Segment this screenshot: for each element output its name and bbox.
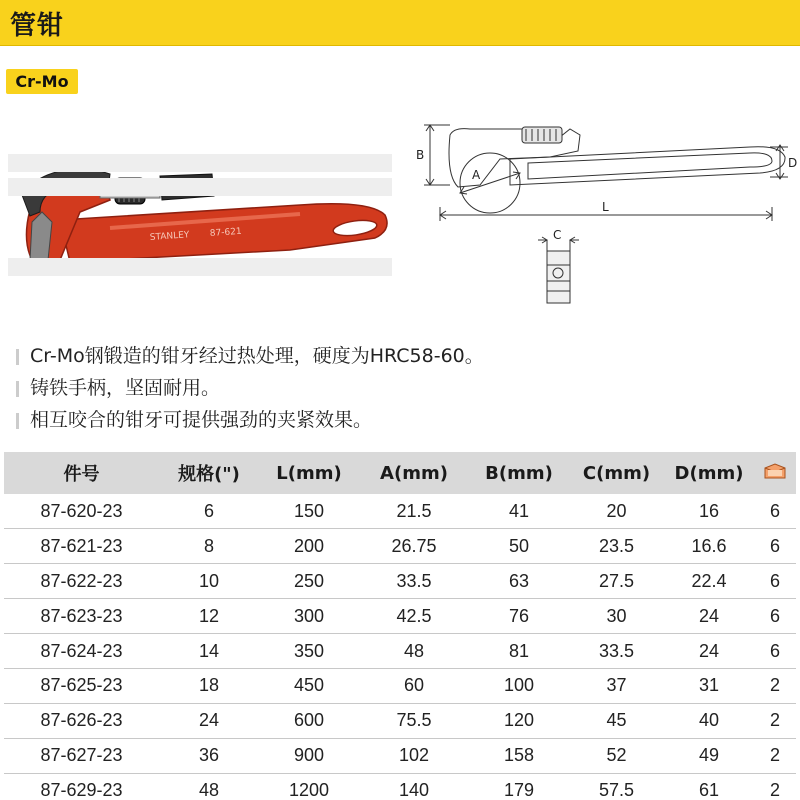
cell-d: 40 — [664, 703, 754, 738]
model-marking: 87-621 — [209, 226, 243, 239]
cell-c: 27.5 — [569, 564, 664, 599]
cell-l: 600 — [259, 703, 359, 738]
dimension-drawing — [410, 115, 800, 315]
photo-background-stripe — [8, 154, 392, 172]
table-row — [4, 668, 796, 703]
cell-c: 52 — [569, 738, 664, 773]
col-header-part-number: 件号 — [4, 452, 159, 494]
cell-size: 48 — [198, 780, 220, 800]
table-row — [4, 703, 796, 738]
cell-part-number: 87-621-23 — [4, 529, 159, 564]
cell-b: 179 — [503, 780, 535, 800]
cell-a: 42.5 — [359, 599, 469, 634]
cell-d: 16 — [664, 494, 754, 529]
cell-a: 75.5 — [359, 703, 469, 738]
cell-a: 140 — [398, 780, 430, 800]
table-row — [4, 599, 796, 634]
bullet-marker — [16, 381, 19, 397]
cell-package-qty: 6 — [754, 634, 796, 669]
feature-text: 相互咬合的钳牙可提供强劲的夹紧效果。 — [30, 409, 373, 431]
box-icon — [763, 462, 787, 485]
table-row — [4, 634, 796, 669]
cell-d: 16.6 — [664, 529, 754, 564]
cell-c: 23.5 — [569, 529, 664, 564]
cell-size: 18 — [159, 668, 259, 703]
feature-list — [16, 342, 796, 438]
col-header-a: A(mm) — [359, 452, 469, 494]
feature-text: Cr-Mo钢锻造的钳牙经过热处理，硬度为HRC58-60。 — [30, 345, 484, 367]
bullet-marker — [16, 349, 19, 365]
col-header-d: D(mm) — [664, 452, 754, 494]
feature-item — [16, 406, 796, 438]
cell-d: 24 — [664, 634, 754, 669]
cell-d: 22.4 — [664, 564, 754, 599]
dim-label-d: D — [788, 156, 798, 170]
cell-part-number: 87-626-23 — [4, 703, 159, 738]
cell-part-number: 87-625-23 — [4, 668, 159, 703]
product-photo — [0, 150, 400, 280]
cell-l: 250 — [259, 564, 359, 599]
cell-b: 76 — [469, 599, 569, 634]
dim-label-l: L — [602, 200, 609, 214]
brand-marking: STANLEY — [149, 230, 190, 243]
col-header-c: C(mm) — [569, 452, 664, 494]
cell-l: 300 — [259, 599, 359, 634]
table-row — [4, 738, 796, 773]
cell-part-number: 87-624-23 — [4, 634, 159, 669]
cell-b: 50 — [469, 529, 569, 564]
dim-label-b: B — [416, 148, 425, 162]
cell-b: 158 — [469, 738, 569, 773]
cell-b: 100 — [469, 668, 569, 703]
cell-package-qty: 6 — [754, 494, 796, 529]
cell-a: 21.5 — [359, 494, 469, 529]
cell-package-qty: 6 — [754, 599, 796, 634]
cell-size: 10 — [159, 564, 259, 599]
table-body — [4, 494, 796, 800]
cell-part-number: 87-622-23 — [4, 564, 159, 599]
table-row — [4, 773, 796, 800]
cell-b: 41 — [469, 494, 569, 529]
spec-table — [4, 452, 796, 800]
cell-c: 20 — [569, 494, 664, 529]
cell-package-qty: 2 — [754, 738, 796, 773]
col-header-package — [754, 452, 796, 494]
bullet-marker — [16, 413, 19, 429]
page-title: 管钳 — [10, 11, 65, 41]
cell-size: 14 — [159, 634, 259, 669]
photo-background-stripe — [8, 258, 392, 276]
dimension-diagram — [410, 115, 800, 315]
cell-l: 1200 — [288, 780, 330, 800]
col-header-b: B(mm) — [469, 452, 569, 494]
cell-l: 350 — [259, 634, 359, 669]
photo-background-stripe — [8, 178, 392, 196]
cell-l: 150 — [259, 494, 359, 529]
dim-label-c: C — [553, 228, 562, 242]
cell-l: 450 — [259, 668, 359, 703]
cell-c: 33.5 — [569, 634, 664, 669]
cell-size: 6 — [159, 494, 259, 529]
cell-part-number: 87-623-23 — [4, 599, 159, 634]
cell-package-qty: 6 — [754, 529, 796, 564]
cell-l: 900 — [259, 738, 359, 773]
cell-a: 60 — [359, 668, 469, 703]
table-row — [4, 529, 796, 564]
cell-c: 45 — [569, 703, 664, 738]
cell-package-qty: 2 — [754, 668, 796, 703]
col-header-l: L(mm) — [259, 452, 359, 494]
cell-a: 26.75 — [359, 529, 469, 564]
cell-d: 61 — [698, 780, 720, 800]
cell-b: 81 — [469, 634, 569, 669]
cell-c: 57.5 — [598, 780, 635, 800]
cell-size: 24 — [159, 703, 259, 738]
cell-b: 63 — [469, 564, 569, 599]
feature-text: 铸铁手柄，坚固耐用。 — [30, 377, 221, 399]
cell-d: 31 — [664, 668, 754, 703]
cell-d: 24 — [664, 599, 754, 634]
cell-size: 8 — [159, 529, 259, 564]
cell-c: 37 — [569, 668, 664, 703]
cell-part-number: 87-629-23 — [40, 780, 123, 800]
cell-l: 200 — [259, 529, 359, 564]
col-header-size: 规格(") — [159, 452, 259, 494]
cell-b: 120 — [469, 703, 569, 738]
cell-part-number: 87-620-23 — [4, 494, 159, 529]
cell-size: 36 — [159, 738, 259, 773]
cell-package-qty: 2 — [754, 703, 796, 738]
dim-label-a: A — [472, 168, 481, 182]
cell-a: 33.5 — [359, 564, 469, 599]
cell-size: 12 — [159, 599, 259, 634]
feature-item — [16, 342, 796, 374]
table-row — [4, 494, 796, 529]
cell-part-number: 87-627-23 — [4, 738, 159, 773]
cell-a: 102 — [359, 738, 469, 773]
cell-package-qty: 6 — [754, 564, 796, 599]
table-row — [4, 564, 796, 599]
material-badge: Cr-Mo — [6, 69, 78, 94]
cell-package-qty: 2 — [769, 780, 780, 800]
table-header-row — [4, 452, 796, 494]
cell-d: 49 — [664, 738, 754, 773]
cell-a: 48 — [359, 634, 469, 669]
title-bar — [0, 0, 800, 46]
cell-c: 30 — [569, 599, 664, 634]
feature-item — [16, 374, 796, 406]
